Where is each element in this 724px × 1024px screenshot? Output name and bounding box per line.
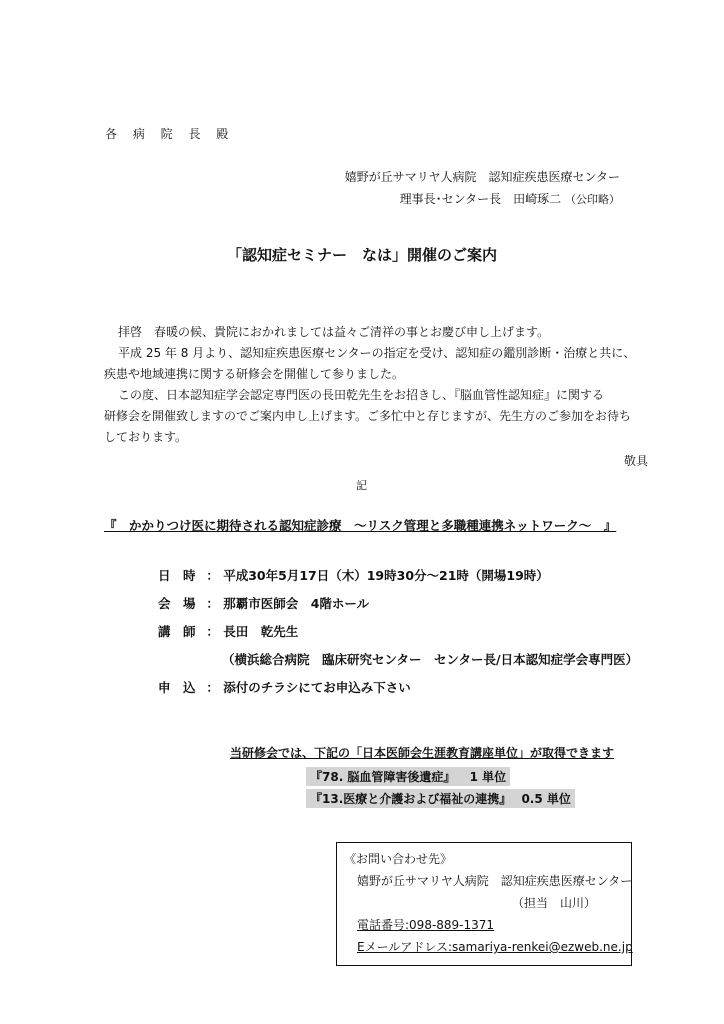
detail-venue (158, 594, 369, 612)
sender-organization: 嬉野が丘サマリヤ人病院 認知症疾患医療センター (344, 170, 620, 184)
inquiry-phone: 電話番号:098-889-1371 (357, 918, 495, 932)
body-line-6: しております。 (104, 430, 188, 444)
body-line-4: この度、日本認知症学会認定専門医の長田乾先生をお招きし、『脳血管性認知症』に関する (118, 388, 605, 402)
detail-label: 講 師 (158, 624, 196, 639)
detail-lecturer-affiliation: （横浜総合病院 臨床研究センター センター長/日本認知症学会専門医） (222, 652, 639, 667)
body-line-3: 疾患や地域連携に関する研修会を開催して参りました。 (104, 367, 405, 381)
detail-value: 長田 乾先生 (223, 624, 299, 639)
detail-lecturer (158, 622, 298, 640)
detail-colon: ： (206, 568, 219, 583)
credit-units: 0.5 単位 (521, 792, 571, 806)
inquiry-email[interactable]: Eメールアドレス:samariya-renkei@ezweb.ne.jp (357, 940, 633, 954)
seminar-title-text: 『 かかりつけ医に期待される認知症診療 ～リスク管理と多職種連携ネットワーク～ 』 (104, 518, 617, 533)
seminar-title (104, 516, 616, 534)
detail-value: 平成30年5月17日（木）19時30分～21時（開場19時） (223, 568, 549, 583)
seal-note: （公印略） (565, 193, 620, 206)
credit-name: 『13.医療と介護および福祉の連携』 (310, 792, 512, 806)
sender-name: 理事長･センター長 田崎琢二 (399, 192, 562, 206)
credit-name: 『78. 脳血管障害後遺症』 (310, 770, 456, 784)
inquiry-heading: 《お問い合わせ先》 (344, 852, 453, 866)
credits-intro: 当研修会では、下記の「日本医師会生涯教育講座単位」が取得できます (230, 746, 615, 760)
document-title: 「認知症セミナー なは」開催のご案内 (226, 246, 497, 264)
ki-mark: 記 (356, 479, 367, 492)
detail-colon: ： (206, 680, 219, 695)
inquiry-contact-person: （担当 山川） (512, 896, 597, 910)
detail-colon: ： (206, 596, 219, 611)
sender-title (400, 190, 620, 207)
detail-datetime (158, 566, 549, 584)
detail-label: 申 込 (158, 680, 196, 695)
detail-value: 那覇市医師会 4階ホール (223, 596, 370, 611)
detail-label: 会 場 (158, 596, 196, 611)
detail-label: 日 時 (158, 568, 196, 583)
body-line-1: 拝啓 春暖の候、貴院におかれましては益々ご清祥の事とお慶び申し上げます。 (118, 325, 550, 339)
addressee: 各 病 院 長 殿 (105, 127, 235, 141)
closing-keigu: 敬具 (623, 454, 648, 468)
body-line-5: 研修会を開催致しますのでご案内申し上げます。ご多忙中と存じますが、先生方のご参加をお待ち (104, 409, 632, 423)
detail-application (158, 678, 411, 696)
credit-item-2 (306, 789, 575, 808)
credit-item-1 (306, 767, 510, 786)
credit-units: 1 単位 (469, 770, 507, 784)
detail-colon: ： (206, 624, 219, 639)
body-line-2: 平成 25 年 8 月より、認知症疾患医療センターの指定を受け、認知症の鑑別診断・治療と共に、 (118, 346, 636, 360)
inquiry-organization: 嬉野が丘サマリヤ人病院 認知症疾患医療センター (357, 874, 633, 888)
detail-value: 添付のチラシにてお申込み下さい (223, 680, 411, 695)
